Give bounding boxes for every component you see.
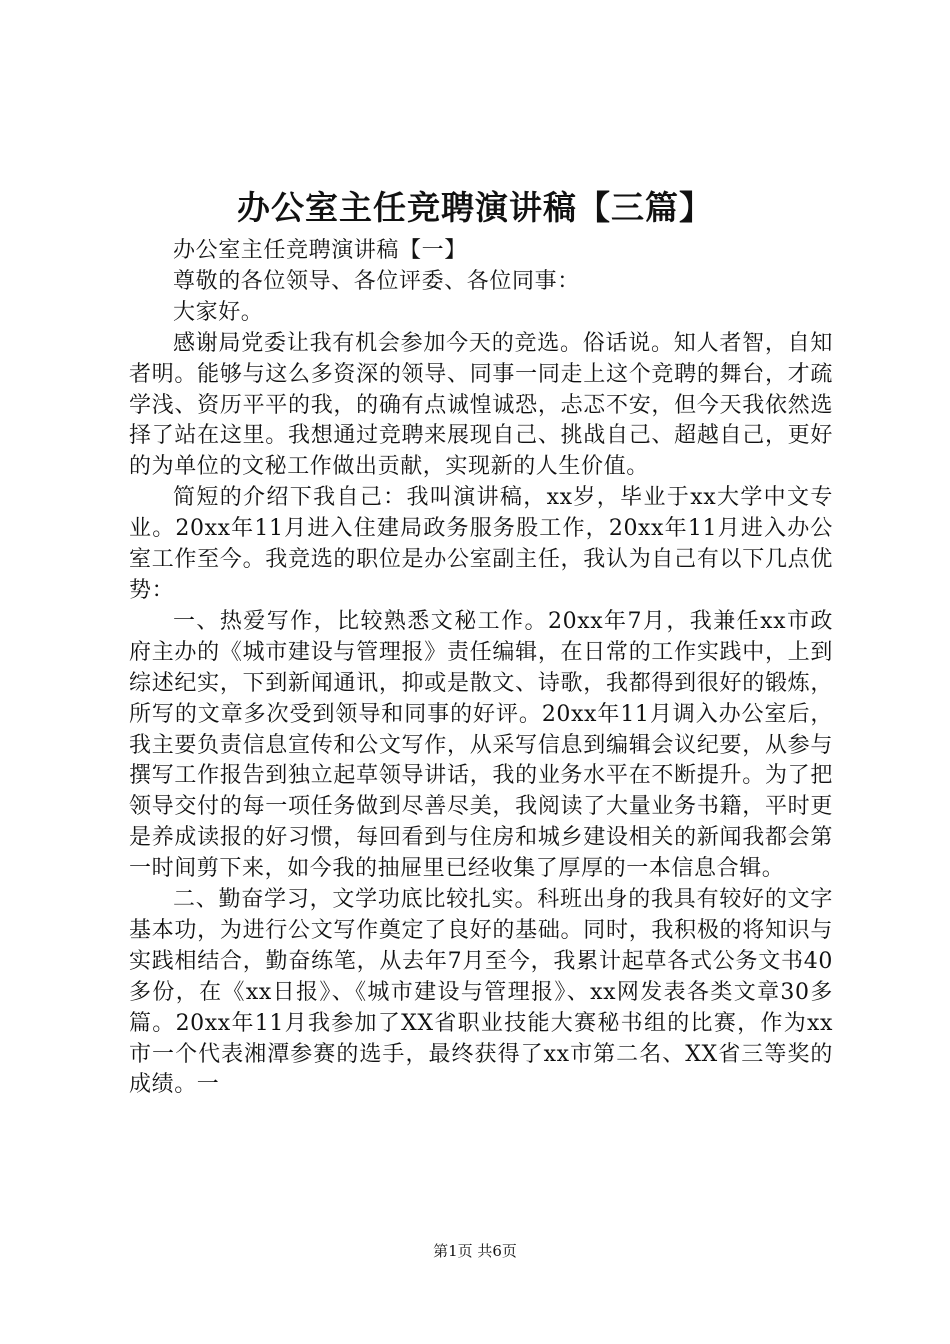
- paragraph-advantage-two: 二、勤奋学习，文学功底比较扎实。科班出身的我具有较好的文字基本功，为进行公文写作奠定了良好的基础。同时，我积极的将知识与实践相结合，勤奋练笔，从去年7月至今，我累计起草各式公务文书40多份，在《xx日报》、《城市建设与管理报》、xx网发表各类文章30多篇。20xx年11月我参加了XX省职业技能大赛秘书组的比赛，作为xx市一个代表湘潭参赛的选手，最终获得了xx市第二名、XX省三等奖的成绩。一: [129, 887, 833, 1098]
- paragraph-thanks: 感谢局党委让我有机会参加今天的竞选。俗话说。知人者智，自知者明。能够与这么多资深的领导、同事一同走上这个竞聘的舞台，才疏学浅、资历平平的我，的确有点诚惶诚恐，忐忑不安，但今天我依然选择了站在这里。我想通过竞聘来展现自己、挑战自己、超越自己，更好的为单位的文秘工作做出贡献，实现新的人生价值。: [129, 330, 833, 480]
- paragraph-section-heading: 办公室主任竞聘演讲稿【一】: [173, 238, 467, 263]
- page-footer: 第1页 共6页: [433, 1242, 517, 1260]
- paragraph-greeting: 大家好。: [173, 299, 264, 325]
- paragraph-salutation: 尊敬的各位领导、各位评委、各位同事：: [173, 268, 580, 294]
- document-body: [129, 236, 833, 1101]
- document-title: 办公室主任竞聘演讲稿【三篇】: [237, 188, 713, 227]
- paragraph-advantage-one: 一、热爱写作，比较熟悉文秘工作。20xx年7月，我兼任xx市政府主办的《城市建设与管理报》责任编辑，在日常的工作实践中，上到综述纪实，下到新闻通讯，抑或是散文、诗歌，我都得到很好的锻炼，所写的文章多次受到领导和同事的好评。20xx年11月调入办公室后，我主要负责信息宣传和公文写作，从采写信息到编辑会议纪要，从参与撰写工作报告到独立起草领导讲话，我的业务水平在不断提升。为了把领导交付的每一项任务做到尽善尽美，我阅读了大量业务书籍，平时更是养成读报的好习惯，每回看到与住房和城乡建设相关的新闻我都会第一时间剪下来，如今我的抽屉里已经收集了厚厚的一本信息合辑。: [129, 608, 833, 882]
- paragraph-self-introduction: 简短的介绍下我自己：我叫演讲稿，xx岁，毕业于xx大学中文专业。20xx年11月进入住建局政务服务股工作，20xx年11月进入办公室工作至今。我竞选的职位是办公室副主任，我认为自己有以下几点优势：: [129, 485, 833, 603]
